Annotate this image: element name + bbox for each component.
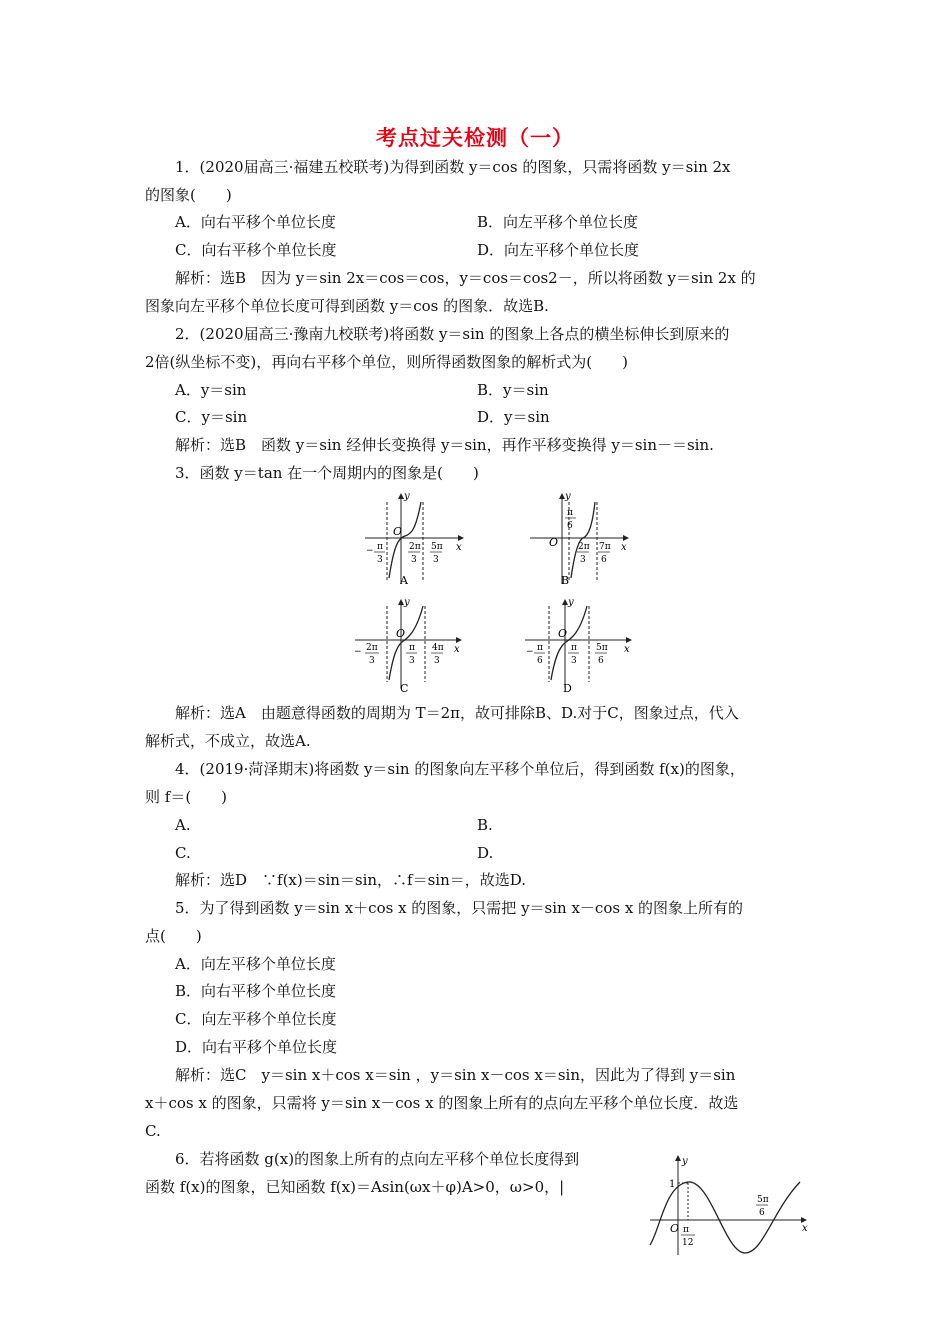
q6-stem-line1: 6．若将函数 g(x)的图象上所有的点向左平移个单位长度得到 [175, 1150, 580, 1168]
q3-graph-c [350, 596, 475, 696]
svg-text:3: 3 [369, 656, 375, 666]
svg-text:5π: 5π [757, 1195, 769, 1205]
svg-text:6: 6 [759, 1208, 765, 1218]
svg-text:π: π [377, 542, 383, 552]
q6-graph [645, 1150, 815, 1260]
q3-graph-c-label: C [400, 682, 409, 695]
svg-text:3: 3 [580, 555, 586, 565]
q3-answer-line2: 解析式，不成立，故选A. [145, 732, 311, 750]
svg-text:2π: 2π [578, 542, 590, 552]
svg-text:π: π [537, 643, 543, 653]
svg-text:π: π [409, 643, 415, 653]
q4-option-a: A. [175, 816, 191, 834]
svg-text:y: y [565, 491, 571, 502]
q1-option-a: A．向右平移个单位长度 [175, 213, 336, 231]
q6-graph-x-label: x [802, 1223, 808, 1234]
q4-option-c: C. [175, 844, 191, 862]
svg-text:y: y [568, 597, 574, 608]
q5-stem-line1: 5．为了得到函数 y＝sin x＋cos x 的图象，只需把 y＝sin x－cos x 的图象上所有的 [175, 899, 744, 917]
svg-text:O: O [549, 536, 559, 549]
svg-text:−: − [526, 647, 534, 657]
svg-text:3: 3 [409, 656, 415, 666]
q2-answer: 解析：选B 函数 y＝sin 经伸长变换得 y＝sin，再作平移变换得 y＝sin－＝sin. [175, 436, 714, 454]
q4-stem-line2: 则 f＝( ) [145, 788, 228, 806]
svg-text:5π: 5π [431, 542, 443, 552]
q4-option-b: B. [477, 816, 493, 834]
svg-text:x: x [621, 542, 627, 553]
svg-text:−: − [366, 546, 374, 556]
svg-text:x: x [456, 542, 462, 553]
svg-text:O: O [558, 627, 568, 640]
q2-option-c: C．y＝sin [175, 408, 248, 426]
q2-option-b: B．y＝sin [477, 381, 549, 399]
svg-text:3: 3 [434, 656, 440, 666]
q2-option-a: A．y＝sin [175, 381, 247, 399]
svg-text:3: 3 [377, 555, 383, 565]
q5-answer-line3: C. [145, 1122, 161, 1140]
q6-graph-peak-label: 1 [669, 1179, 676, 1190]
q1-option-c: C．向右平移个单位长度 [175, 241, 337, 259]
svg-text:x: x [454, 644, 460, 655]
q3-graph-d-label: D [563, 682, 572, 695]
q4-stem-line1: 4．(2019·菏泽期末)将函数 y＝sin 的图象向左平移个单位后，得到函数 f(x)的图象， [175, 760, 745, 778]
svg-text:6: 6 [601, 555, 607, 565]
svg-text:3: 3 [411, 555, 417, 565]
q2-stem-line2: 2倍(纵坐标不变)，再向右平移个单位，则所得函数图象的解析式为( ) [145, 353, 628, 371]
svg-text:12: 12 [682, 1238, 694, 1248]
q2-stem-line1: 2．(2020届高三·豫南九校联考)将函数 y＝sin 的图象上各点的横坐标伸长到原来的 [175, 325, 730, 343]
q1-option-d: D．向左平移个单位长度 [477, 241, 640, 259]
svg-text:2π: 2π [409, 542, 421, 552]
svg-text:3: 3 [433, 555, 439, 565]
svg-text:5π: 5π [596, 643, 608, 653]
q6-stem-line2: 函数 f(x)的图象，已知函数 f(x)＝Asin(ωx＋φ)A>0，ω>0，| [145, 1178, 565, 1196]
q3-stem: 3．函数 y＝tan 在一个周期内的图象是( ) [175, 464, 479, 482]
q3-graph-b-label: B [561, 574, 570, 587]
q5-option-a: A．向左平移个单位长度 [175, 955, 336, 973]
svg-text:4π: 4π [432, 643, 444, 653]
svg-text:−: − [354, 647, 362, 657]
q5-option-c: C．向左平移个单位长度 [175, 1010, 337, 1028]
svg-text:6: 6 [537, 656, 543, 666]
q3-graph-b [525, 488, 640, 588]
q3-graph-d [520, 596, 645, 696]
q1-answer-line1: 解析：选B 因为 y＝sin 2x＝cos＝cos，y＝cos＝cos2－，所以将函数 y＝sin 2x 的 [175, 269, 756, 287]
svg-text:π: π [567, 508, 573, 518]
svg-text:2π: 2π [366, 643, 378, 653]
q3-graph-a [360, 488, 475, 588]
q3-graph-a-label: A [400, 574, 408, 587]
q2-option-d: D．y＝sin [477, 408, 550, 426]
q4-option-d: D. [477, 844, 494, 862]
q1-stem-line1: 1．(2020届高三·福建五校联考)为得到函数 y＝cos 的图象，只需将函数 y＝sin 2x [175, 158, 731, 176]
q6-graph-y-label: y [682, 1156, 688, 1167]
q6-graph-origin: O [670, 1222, 680, 1235]
svg-text:O: O [393, 525, 403, 538]
q4-answer: 解析：选D ∵f(x)＝sin＝sin，∴f＝sin＝，故选D. [175, 871, 527, 889]
q5-answer-line1: 解析：选C y＝sin x＋cos x＝sin ，y＝sin x－cos x＝sin，因此为了得到 y＝sin [175, 1066, 736, 1084]
svg-text:y: y [404, 597, 410, 608]
svg-text:π: π [571, 643, 577, 653]
q5-option-b: B．向右平移个单位长度 [175, 982, 337, 1000]
svg-text:3: 3 [571, 656, 577, 666]
q1-option-b: B．向左平移个单位长度 [477, 213, 639, 231]
svg-text:7π: 7π [599, 542, 611, 552]
svg-text:y: y [404, 491, 410, 502]
svg-text:6: 6 [598, 656, 604, 666]
svg-text:6: 6 [567, 521, 573, 531]
q5-option-d: D．向右平移个单位长度 [175, 1038, 338, 1056]
svg-text:π: π [683, 1225, 689, 1235]
page-title: 考点过关检测（一） [376, 126, 574, 150]
svg-text:x: x [624, 644, 630, 655]
q5-stem-line2: 点( ) [145, 927, 202, 945]
svg-text:O: O [396, 627, 406, 640]
q3-answer-line1: 解析：选A 由题意得函数的周期为 T＝2π，故可排除B、D.对于C，图象过点，代入 [175, 704, 739, 722]
q1-answer-line2: 图象向左平移个单位长度可得到函数 y＝cos 的图象．故选B. [145, 297, 549, 315]
q5-answer-line2: x＋cos x 的图象，只需将 y＝sin x－cos x 的图象上所有的点向左平移个单位长度．故选 [145, 1094, 739, 1112]
q1-stem-line2: 的图象( ) [145, 186, 232, 204]
